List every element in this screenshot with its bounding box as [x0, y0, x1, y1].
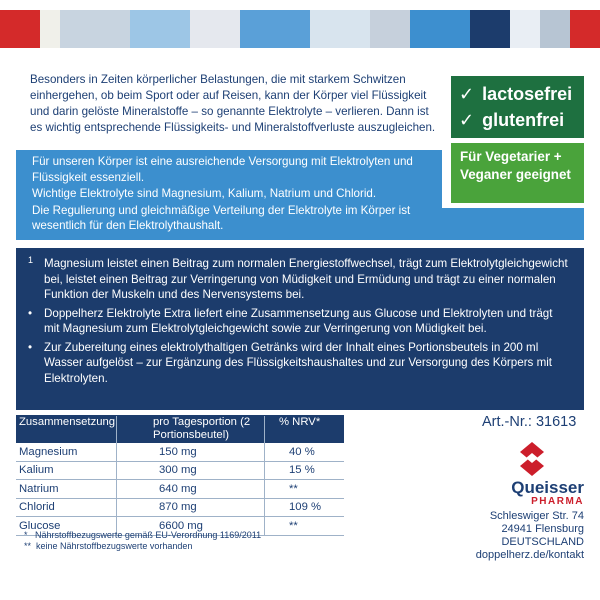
brand-name: Queisser — [511, 478, 584, 497]
claim-item — [30, 340, 568, 387]
contact-url: doppelherz.de/kontakt — [475, 549, 584, 561]
claim-marker: 1 — [28, 255, 34, 265]
nutrient-nrv: ** — [264, 480, 344, 498]
nutrient-name: Glucose — [19, 519, 61, 532]
electrolyte-info-box — [16, 150, 442, 240]
claim-item — [30, 306, 568, 337]
nutrient-name: Magnesium — [19, 445, 78, 458]
claim-marker: • — [28, 340, 33, 354]
check-icon: ✓ — [459, 109, 475, 130]
nutrient-amount: 300 mg — [116, 462, 264, 480]
nutrient-amount: 870 mg — [116, 499, 264, 517]
table-header — [16, 415, 344, 443]
table-footnotes — [24, 530, 261, 552]
header-nrv: % NRV* — [264, 416, 344, 443]
intro-text: Besonders in Zeiten körperlicher Belastungen, die mit starkem Schwitzen einhergehen, ob beim Sport oder auf Reisen, kann der Körper viel Flüssigkeit und darin gelöste Mineralstoffe – so genannte Elektrolyte – verlieren. Dann ist es wichtig entsprechende Flüssigkeits- und Mineralstoffverluste auszugleichen. — [30, 73, 436, 134]
header-per-portion: pro Tagesportion (2 Portionsbeutel) — [116, 416, 264, 443]
brand-subtitle: PHARMA — [531, 496, 584, 507]
address-street: Schleswiger Str. 74 — [489, 510, 584, 522]
company-address — [424, 510, 584, 562]
nutrient-nrv: ** — [264, 517, 344, 535]
queisser-logo-icon — [510, 440, 554, 478]
address-city: 24941 Flensburg — [501, 523, 584, 535]
nutrient-amount: 150 mg — [116, 443, 264, 461]
gluten-free-row — [459, 107, 576, 133]
header-composition: Zusammensetzung — [19, 416, 116, 428]
vegan-badge: Für Vegetarier + Veganer geeignet — [451, 143, 584, 203]
table-row — [16, 480, 344, 499]
gluten-free-label: glutenfrei — [482, 109, 565, 130]
info-paragraph: Die Regulierung und gleichmäßige Verteilung der Elektrolyte im Körper ist wesentlich für den Elektrolythaushalt. — [32, 203, 411, 232]
health-claims-box — [16, 248, 584, 410]
allergen-badge — [451, 76, 584, 138]
info-paragraph: Wichtige Elektrolyte sind Magnesium, Kalium, Natrium und Chlorid. — [32, 187, 377, 200]
footnote: * Nährstoffbezugswerte gemäß EU-Verordnung 1169/2011 — [24, 530, 262, 540]
nutrient-amount: 640 mg — [116, 480, 264, 498]
nutrient-nrv: 15 % — [264, 462, 344, 480]
nutrition-table — [16, 415, 344, 536]
info-paragraph: Für unseren Körper ist eine ausreichende Versorgung mit Elektrolyten und Flüssigkeit essenziell. — [32, 155, 413, 184]
table-row — [16, 462, 344, 481]
article-number: Art.-Nr.: 31613 — [482, 414, 577, 430]
info-box-extension — [442, 208, 584, 240]
nutrient-name: Chlorid — [19, 501, 55, 514]
package-top-strip — [0, 0, 600, 48]
check-icon: ✓ — [459, 83, 475, 104]
nutrient-amount: 6600 mg — [116, 517, 264, 535]
address-country: DEUTSCHLAND — [501, 536, 584, 548]
table-row — [16, 443, 344, 462]
nutrient-nrv: 109 % — [264, 499, 344, 517]
nutrient-name: Natrium — [19, 482, 59, 495]
claim-text: Magnesium leistet einen Beitrag zum normalen Energiestoffwechsel, trägt zum Elektrolytgleichgewicht bei, leistet einen Beitrag zur Verringerung von Müdigkeit und Ermüdung und trägt zu einer normalen Funktion der Muskeln und des Nervensystems bei. — [44, 257, 568, 301]
nutrient-nrv: 40 % — [264, 443, 344, 461]
nutrient-name: Kalium — [19, 464, 54, 477]
claim-item — [30, 256, 568, 303]
table-row — [16, 499, 344, 518]
footnote: ** keine Nährstoffbezugswerte vorhanden — [24, 541, 193, 551]
lactose-free-label: lactosefrei — [482, 83, 573, 104]
lactose-free-row — [459, 81, 576, 107]
claim-text: Doppelherz Elektrolyte Extra liefert eine Zusammensetzung aus Glucose und Elektrolyten und trägt mit Magnesium zum Elektrolytgleichgewicht sowie zur Verringerung von Müdigkeit bei. — [44, 306, 553, 335]
claim-marker: • — [28, 306, 33, 320]
claim-text: Zur Zubereitung eines elektrolythaltigen Getränks wird der Inhalt eines Portionsbeutels in 200 ml Wasser aufgelöst – zur Ergänzung des Flüssigkeitshaushaltes und zur Versorgung des Körpers mit Elektrolyten. — [44, 340, 553, 385]
